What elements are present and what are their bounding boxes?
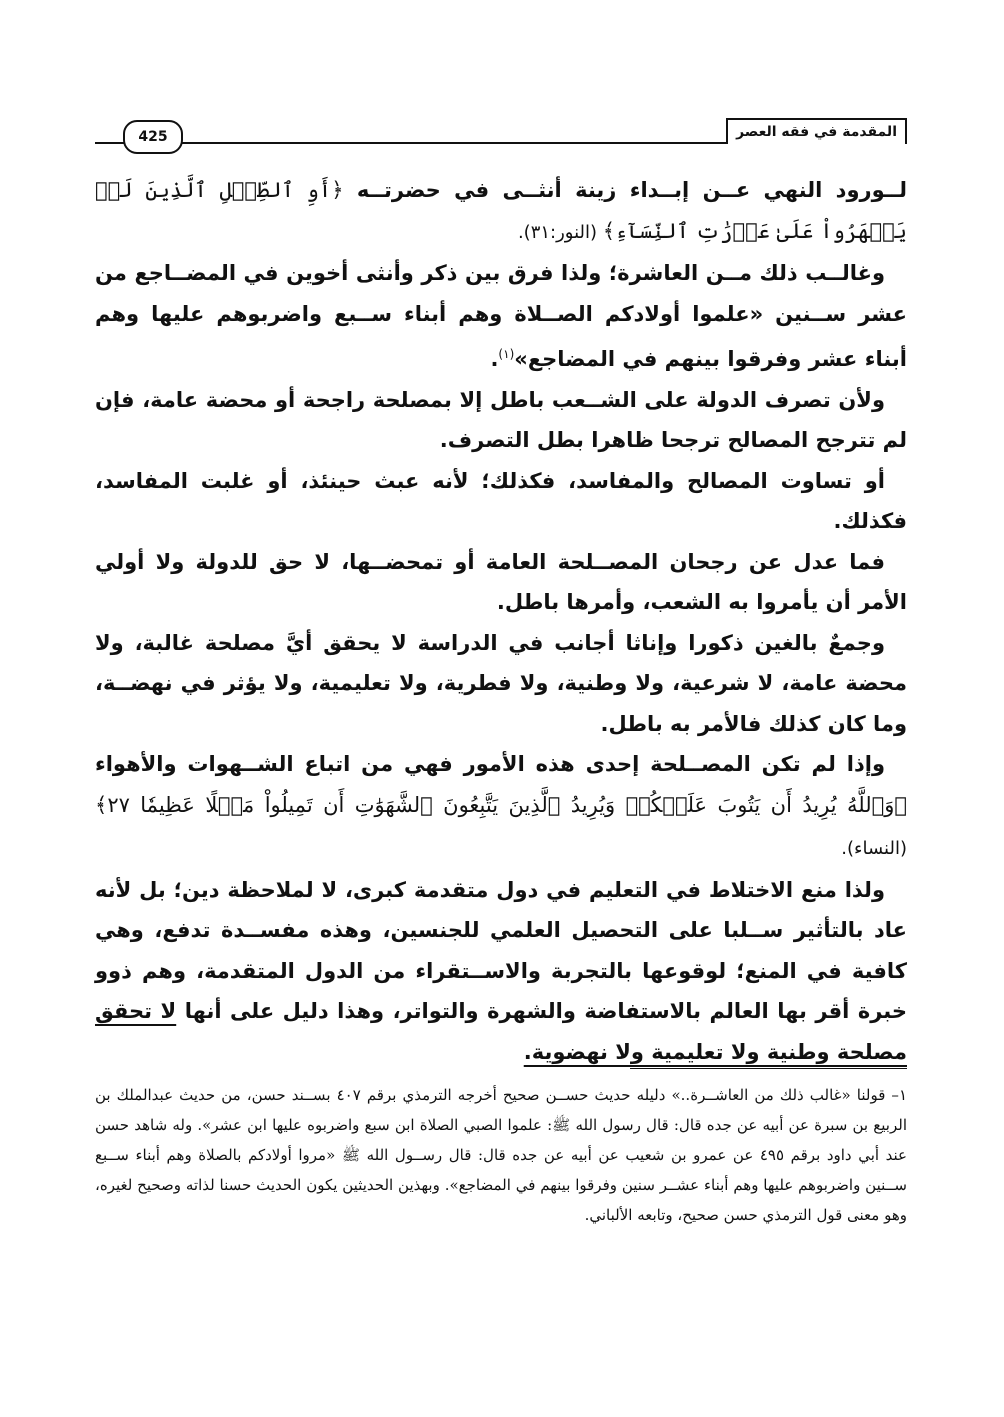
footnote-text: ١– قولنا «غالب ذلك من العاشــرة..» دليله حديث حســن صحيح أخرجه الترمذي برقم ٤٠٧ بســند حسن، من حديث عبدالملك بن الربيع بن سبرة عن أبيه عن جده قال: قال رسول الله ﷺ: علموا الصبي الصلاة ابن سبع واضربوه عليها ابن عشر». وله شاهد حسن عند أبي داود برقم ٤٩٥ عن عمرو بن شعيب عن أبيه عن جده قال: قال رســول الله ﷺ «مروا أولادكم بالصلاة وهم أبناء ســبع ســنين واضربوهم عليها وهم أبناء عشــر سنين وفرقوا بينهم في المضاجع». وبهذين الحديثين يكون الحديث حسنا لذاته وصحيح لغيره، وهو معنى قول الترمذي حسن صحيح، وتابعه الألباني. [95, 1086, 907, 1224]
paragraph-1 [95, 170, 907, 253]
footnote-separator [630, 1068, 907, 1069]
verse-reference-nisa: (النساء). [841, 838, 907, 859]
paragraph-2 [95, 253, 907, 380]
verse-reference-nur: (النور:٣١). [517, 221, 603, 243]
paragraph-7-text: وإذا لم تكن المصــلحة إحدى هذه الأمور فهي من اتباع الشــهوات والأهواء [95, 752, 885, 776]
quran-verse-nisa: ﴿وَٱللَّهُ يُرِيدُ أَن يَتُوبَ عَلَيۡكُمۡ وَيُرِيدُ ٱلَّذِينَ يَتَّبِعُونَ ٱلشَّهَوَٰتِ أَن تَمِيلُواْ مَيۡلًا عَظِيمٗا ٢٧﴾ [95, 792, 907, 817]
main-text [95, 170, 907, 1072]
footnote-marker[interactable]: (١) [498, 347, 515, 361]
paragraph-2-text: وغالــب ذلك مــن العاشرة؛ ولذا فرق بين ذكر وأنثى أخوين في المضــاجع من عشر ســنين «علموا أولادكم الصــلاة وهم أبناء ســبع واضربوهم عليها وهم أبناء عشر وفرقوا بينهم في المضاجع» [95, 261, 907, 371]
paragraph-4: أو تساوت المصالح والمفاسد، فكذلك؛ لأنه عبث حينئذ، أو غلبت المفاسد، فكذلك. [95, 468, 907, 533]
paragraph-8-text: ولذا منع الاختلاط في التعليم في دول متقدمة كبرى، لا لملاحظة دين؛ بل لأنه عاد بالتأثير ســلبا على التحصيل العلمي للجنسين، وهذه مفســدة تدفع، وهي كافية في المنع؛ لوقوعها بالتجربة والاســتقراء من الدول المتقدمة، وهم ذوو خبرة أقر بها العالم بالاستفاضة والشهرة والتواتر، وهذا دليل على أنها [95, 877, 907, 1023]
paragraph-1-text: لــورود النهي عــن إبــداء زينة أنثــى في حضرتــه [343, 178, 907, 202]
paragraph-2-end: . [490, 347, 499, 371]
underlined-conclusion: لا تحقق مصلحة وطنية ولا تعليمية ولا نهضوية. [95, 999, 907, 1064]
paragraph-8 [95, 870, 907, 1073]
page-header [95, 118, 907, 144]
paragraph-6: وجمعٌ بالغين ذكورا وإناثا أجانب في الدراسة لا يحقق أيَّ مصلحة غالبة، ولا محضة عامة، لا شرعية، ولا وطنية، ولا فطرية، ولا تعليمية، ولا يؤثر في نهضــة، وما كان كذلك فالأمر به باطل. [95, 630, 907, 736]
paragraph-5: فما عدل عن رجحان المصــلحة العامة أو تمحضــها، لا حق للدولة ولا أولي الأمر أن يأمروا به الشعب، وأمرها باطل. [95, 549, 907, 614]
quran-verse-nur: ﴿أَوِ ٱلطِّفۡلِ ٱلَّذِينَ لَمۡ يَظۡهَرُواْ عَلَىٰ عَوۡرَٰتِ ٱلنِّسَآءِ﴾ [95, 178, 907, 243]
paragraph-7 [95, 744, 907, 870]
page-number: 425 [123, 120, 183, 154]
footnote [95, 1080, 907, 1230]
running-title: المقدمة في فقه العصر [726, 118, 907, 144]
paragraph-3: ولأن تصرف الدولة على الشــعب باطل إلا بمصلحة راجحة أو محضة عامة، فإن لم تترجح المصالح ترجحا ظاهرا بطل التصرف. [95, 387, 907, 452]
